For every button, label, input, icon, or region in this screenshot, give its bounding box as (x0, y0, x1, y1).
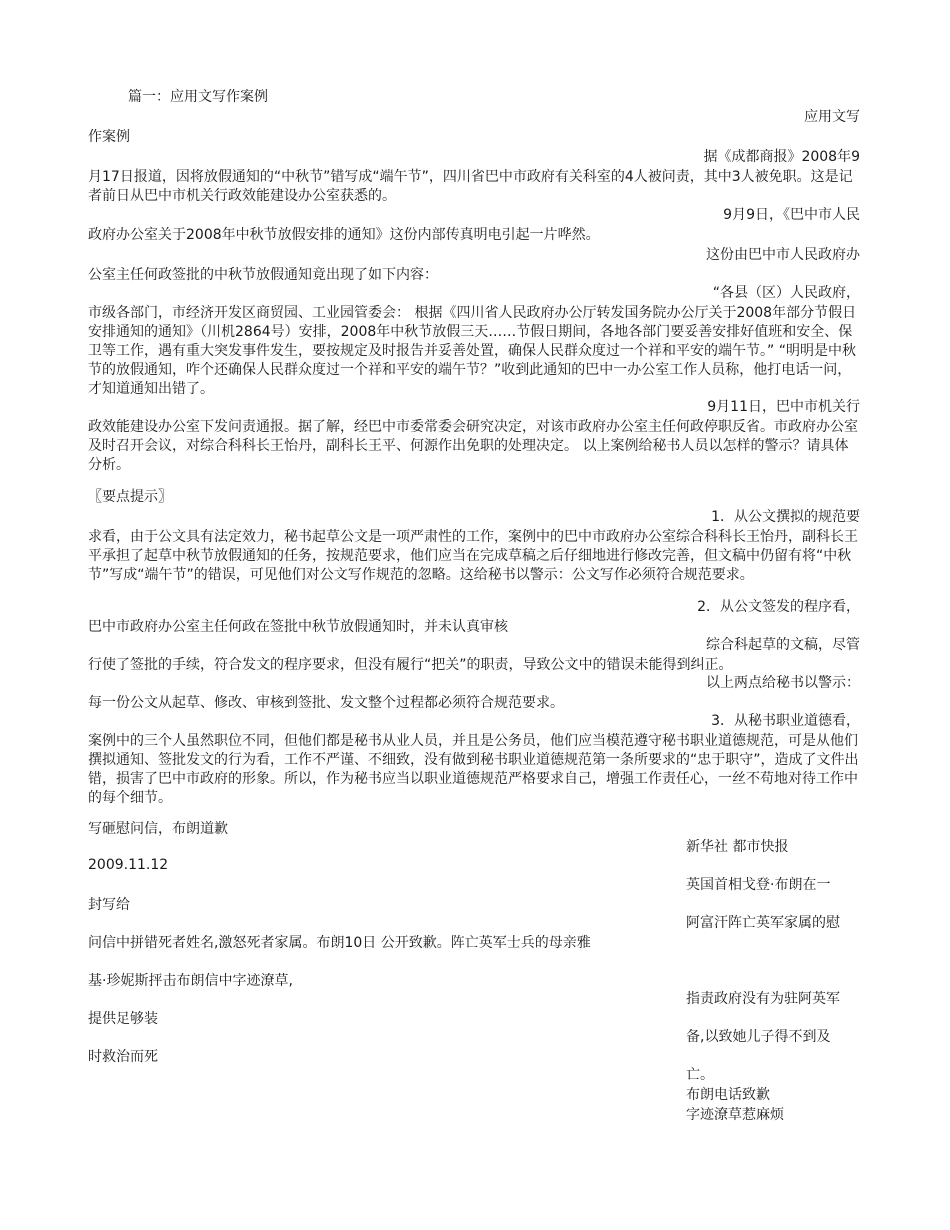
tip-2-lead-3: 以上两点给秘书以警示： (706, 675, 860, 691)
tip-3-body: 案例中的三个人虽然职位不同，但他们都是秘书从业人员，并且是公务员，他们应当模范遵守秘书职业道德规范，可是从他们撰拟通知、签批发文的行为看，工作不严谨、不细致，没有做到秘书职业道德规范第一条所要求的“忠于职守”，造成了文件出错，损害了巴中市政府的形象。所以，作为秘书应当以职业道德规范严格要求自己，增强工作责任心，一丝不苟地对待工作中的每个细节。 (88, 733, 859, 806)
para-1-lead: 据《成都商报》2008年9 (703, 149, 860, 165)
section-heading: 篇一：应用文写作案例 (128, 89, 268, 105)
news-left-line-5: 基·珍妮斯抨击布朗信中字迹潦草, (88, 973, 293, 989)
news-left-line-4: 问信中拼错死者姓名,激怒死者家属。布朗10日 公开致歉。阵亡英军士兵的母亲雅 (88, 935, 591, 951)
news-left-line-6: 提供足够装 (88, 1011, 158, 1027)
para-1-body: 月17日报道，因将放假通知的“中秋节”错写成“端午节”，四川省巴中市政府有关科室的4人被问责，其中3人被免职。这是记者前日从巴中市机关行政效能建设办公室获悉的。 (88, 169, 853, 204)
title-part-2: 作案例 (88, 129, 130, 145)
para-4-lead: “各县（区）人民政府， (712, 285, 860, 301)
news-right-line-3: 阿富汗阵亡英军家属的慰 (686, 915, 840, 931)
tip-1-lead: 1．从公文撰拟的规范要 (711, 509, 860, 525)
tip-1-body: 求看，由于公文具有法定效力，秘书起草公文是一项严肃性的工作，案例中的巴中市政府办公室综合科科长王怡丹，副科长王平承担了起草中秋节放假通知的任务，按规范要求，他们应当在完成草稿之后仔细地进行修改完善，但文稿中仍留有将“中秋节”写成“端午节”的错误，可见他们对公文写作规范的忽略。这给秘书以警示：公文写作必须符合规范要求。 (88, 529, 858, 583)
news-subhead-2: 字迹潦草惹麻烦 (686, 1107, 784, 1123)
tip-2-body: 行使了签批的手续，符合发文的程序要求，但没有履行“把关”的职责，导致公文中的错误未能得到纠正。 (88, 657, 733, 673)
para-2-body: 政府办公室关于2008年中秋节放假安排的通知》这份内部传真明电引起一片哗然。 (88, 227, 600, 243)
tip-2-lead-2: 综合科起草的文稿，尽管 (706, 637, 860, 653)
news-right-line-5: 备,以致她儿子得不到及 (686, 1029, 831, 1045)
tip-2-line: 巴中市政府办公室主任何政在签批中秋节放假通知时，并未认真审核 (88, 619, 508, 635)
para-4-body: 市级各部门，市经济开发区商贸园、工业园管委会： 根据《四川省人民政府办公厅转发国务院办公厅关于2008年部分节假日安排通知的通知》（川机2864号）安排，2008年中秋节放假三天……节假日期间，各地各部门要妥善安排好值班和安全、保卫等工作，遇有重大突发事件发生，要按规定及时报告并妥善处置，确保人民群众度过一个祥和平安的端午节。” “明明是中秋节的放假通知，咋个还确保人民群众度过一个祥和平安的端午节？”收到此通知的巴中一办公室工作人员称，他打电话一问，才知道通知出错了。 (88, 305, 857, 397)
title-part-1: 应用文写 (804, 109, 860, 125)
tip-2-lead: 2．从公文签发的程序看， (697, 599, 860, 615)
para-3-body: 公室主任何政签批的中秋节放假通知竟出现了如下内容： (88, 267, 438, 283)
news-right-line-2: 英国首相戈登·布朗在一 (686, 877, 831, 893)
news-right-line-4: 指责政府没有为驻阿英军 (686, 991, 840, 1007)
news-source: 新华社 都市快报 (686, 839, 789, 855)
para-3-lead: 这份由巴中市人民政府办 (706, 247, 860, 263)
tip-2-body-2: 每一份公文从起草、修改、审核到签批、发文整个过程都必须符合规范要求。 (88, 695, 564, 711)
news-headline: 写砸慰问信，布朗道歉 (88, 821, 228, 837)
news-date: 2009.11.12 (88, 857, 169, 873)
news-left-line-7: 时救治而死 (88, 1049, 158, 1065)
para-5-body: 政效能建设办公室下发问责通报。据了解，经巴中市委常委会研究决定，对该市政府办公室主任何政停职反省。市政府办公室及时召开会议，对综合科科长王怡丹，副科长王平、何源作出免职的处理决定。 以上案例给秘书人员以怎样的警示？请具体分析。 (88, 419, 858, 473)
news-subhead-1: 布朗电话致歉 (686, 1087, 770, 1103)
tip-3-lead: 3．从秘书职业道德看， (711, 713, 860, 729)
news-left-line-3: 封写给 (88, 897, 130, 913)
tips-label: 〖要点提示〗 (88, 489, 172, 505)
para-2-lead: 9月9日，《巴中市人民 (723, 207, 860, 223)
news-right-line-6: 亡。 (686, 1067, 714, 1083)
para-5-lead: 9月11日，巴中市机关行 (707, 399, 860, 415)
